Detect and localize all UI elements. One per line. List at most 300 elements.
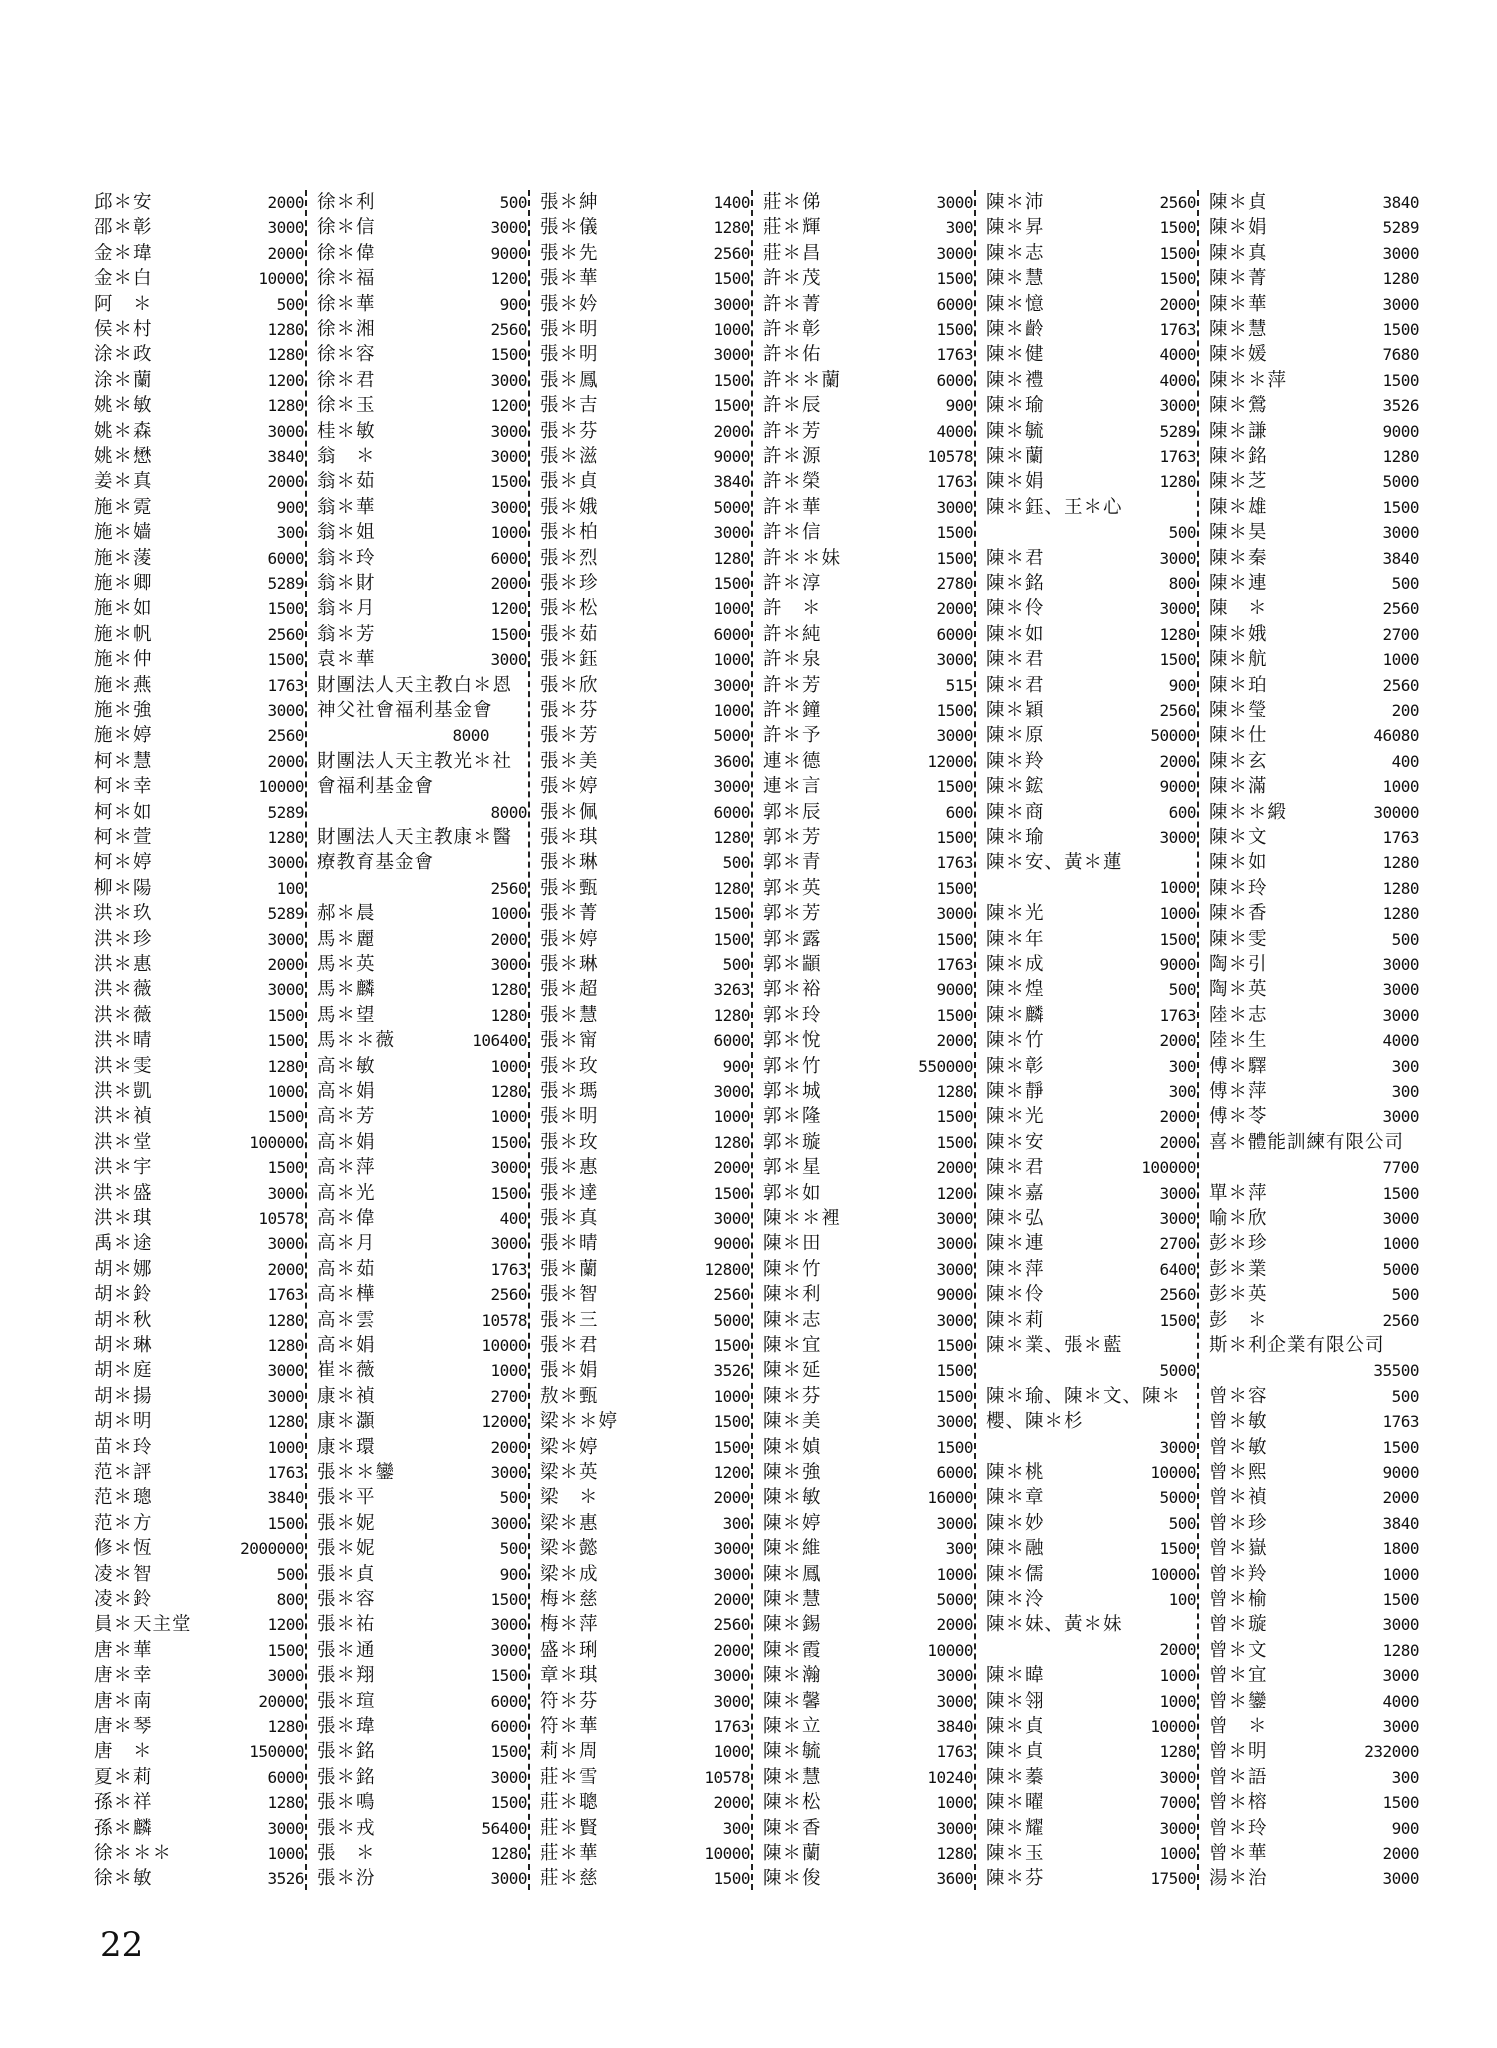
donor-name: 陳＊羚: [986, 750, 1045, 772]
donation-amount: 1763: [713, 1717, 750, 1736]
donation-amount: 1280: [936, 1082, 973, 1101]
donor-row: [986, 673, 1196, 698]
donation-amount: 3000: [267, 980, 304, 1000]
donor-name: 陳＊強: [763, 1462, 822, 1483]
donation-amount: 1763: [1159, 320, 1196, 339]
donor-row: [317, 1358, 527, 1383]
donation-amount: 4000: [1159, 370, 1196, 390]
donor-name: 彭＊珍: [1209, 1233, 1268, 1255]
donor-row: [540, 520, 750, 545]
donation-amount: 1400: [713, 193, 750, 212]
donor-name: 張＊瑄: [317, 1690, 376, 1712]
donation-amount: 2000: [936, 1158, 973, 1178]
donor-row: [1209, 1765, 1419, 1790]
donation-amount: 3000: [936, 726, 973, 746]
donor-row: [540, 1689, 750, 1714]
donor-row: [317, 444, 527, 469]
donation-amount: 1500: [490, 1793, 527, 1813]
donation-amount: 10000: [927, 1640, 973, 1660]
donor-name: 張＊松: [540, 598, 599, 620]
donor-row: [986, 1841, 1196, 1866]
donor-name: 孫＊祥: [94, 1792, 153, 1814]
donor-row: [540, 1485, 750, 1510]
donation-amount: 30000: [1373, 802, 1419, 822]
donor-row: [317, 1003, 527, 1028]
donor-row: [986, 596, 1196, 621]
donation-amount: 1280: [1382, 1640, 1419, 1660]
donation-amount: 3000: [490, 370, 527, 390]
donor-row: [317, 1282, 527, 1307]
donor-row: [317, 673, 527, 749]
donor-row: [317, 1206, 527, 1231]
donation-amount: 1500: [267, 1107, 304, 1127]
donor-row: [1209, 419, 1419, 444]
donor-row: [1209, 1841, 1419, 1866]
donation-amount: 1500: [936, 878, 973, 898]
donation-amount: 3000: [713, 345, 750, 365]
donor-row: [1209, 977, 1419, 1002]
donor-name: 陳＊＊裡: [763, 1208, 842, 1229]
donation-amount: 3600: [936, 1869, 973, 1889]
donation-amount: 2000: [713, 1590, 750, 1609]
donor-name: 施＊嫱: [94, 522, 153, 544]
donation-amount: 100: [1168, 1590, 1196, 1609]
donor-row: [540, 1536, 750, 1561]
donor-name: 修＊恆: [94, 1538, 153, 1560]
donation-amount: 2560: [713, 1285, 750, 1305]
donor-name: 陳＊儒: [986, 1563, 1045, 1585]
donor-name: 陶＊英: [1209, 979, 1268, 1001]
donation-amount: 3000: [1382, 1209, 1419, 1228]
donor-name: 梅＊慈: [540, 1589, 599, 1610]
donor-row: [94, 368, 304, 393]
donor-name: 翁＊月: [317, 598, 376, 620]
donor-name: 陳＊銘: [1209, 446, 1268, 467]
donor-row: [317, 1181, 527, 1206]
donor-row: [1209, 927, 1419, 952]
donor-name: 曾＊敏: [1209, 1436, 1268, 1458]
donor-name: 徐＊福: [317, 268, 376, 290]
donor-name: 高＊光: [317, 1182, 376, 1204]
donor-row: [94, 1435, 304, 1460]
donation-amount: 6000: [936, 294, 973, 314]
donation-amount: 1500: [267, 1005, 304, 1025]
donor-row: [763, 190, 973, 215]
donor-row: [986, 444, 1196, 469]
donor-name: 陳＊章: [986, 1487, 1045, 1509]
donor-name: 陳＊如: [1209, 852, 1268, 874]
donor-name: 馬＊麗: [317, 928, 376, 950]
donation-amount: 5000: [713, 1310, 750, 1330]
donor-row: [317, 1130, 527, 1155]
donation-amount: 300: [1391, 1767, 1419, 1787]
donation-amount: 4000: [1382, 1031, 1419, 1051]
donation-amount: 1000: [1159, 904, 1196, 924]
donation-amount: 3000: [490, 218, 527, 238]
donor-row: [540, 241, 750, 266]
donor-row: [94, 1054, 304, 1079]
donor-row: [1209, 444, 1419, 469]
donation-amount: 3000: [936, 193, 973, 212]
donor-name: 張＊婷: [540, 776, 599, 798]
donor-row: [94, 241, 304, 266]
donor-row: [540, 1358, 750, 1383]
donor-name: 陳＊媛: [1209, 344, 1268, 366]
donor-name: 張＊汾: [317, 1868, 376, 1890]
donor-name: 陳＊光: [986, 903, 1045, 925]
donation-amount: 5289: [1159, 421, 1196, 441]
donor-name: 陳＊安、黃＊蓮: [986, 852, 1123, 874]
donation-amount: 600: [1168, 802, 1196, 822]
donor-name: 陳＊銘: [986, 573, 1045, 594]
donation-amount: 2000: [713, 421, 750, 441]
donor-name: 莊＊慈: [540, 1868, 599, 1890]
donor-row: [317, 1054, 527, 1079]
donor-name: 許＊予: [763, 725, 822, 747]
donor-row: [317, 1079, 527, 1104]
donation-amount: 500: [499, 1488, 527, 1508]
donor-name: 張＊銘: [317, 1766, 376, 1788]
donor-row: [1209, 698, 1419, 723]
donor-row: [94, 266, 304, 291]
donor-name: 高＊樺: [317, 1284, 376, 1306]
donor-name: 馬＊＊薇: [317, 1030, 396, 1052]
donor-name: 陳＊連: [986, 1233, 1045, 1255]
donation-amount: 2000: [490, 574, 527, 593]
donor-row: [540, 1562, 750, 1587]
donation-amount: 6000: [490, 1717, 527, 1736]
donor-name: 邵＊彰: [94, 217, 153, 239]
donor-name: 唐＊幸: [94, 1665, 153, 1687]
donor-name: 許＊彰: [763, 319, 822, 340]
donor-name: 苗＊玲: [94, 1436, 153, 1458]
donor-name: 郭＊如: [763, 1182, 822, 1204]
donor-name: 陳＊蘭: [986, 446, 1045, 467]
donor-row: [94, 1816, 304, 1841]
donor-row: [1209, 317, 1419, 342]
donor-row: [1209, 1003, 1419, 1028]
donor-name: 翁＊芳: [317, 623, 376, 645]
donation-amount: 3000: [713, 1666, 750, 1686]
donation-amount: 6000: [713, 624, 750, 644]
donation-amount: 400: [1391, 751, 1419, 771]
donation-amount: 1763: [267, 675, 304, 695]
donor-name: 馬＊麟: [317, 979, 376, 1001]
donor-name: 張＊瑋: [317, 1716, 376, 1737]
donation-amount: 2000: [267, 193, 304, 212]
donor-name: 陳＊妙: [986, 1512, 1045, 1534]
donor-name: 郭＊芳: [763, 903, 822, 925]
donor-row: [986, 317, 1196, 342]
donor-name: 高＊偉: [317, 1208, 376, 1229]
donation-amount: 1500: [713, 1412, 750, 1432]
donor-row: [94, 927, 304, 952]
donor-name: 張＊玫: [540, 1055, 599, 1077]
donor-name: 陳＊萍: [986, 1258, 1045, 1280]
donor-row: [763, 647, 973, 672]
donor-row: [94, 1384, 304, 1409]
donor-row: [94, 1333, 304, 1358]
donor-name: 張＊平: [317, 1487, 376, 1509]
donor-row: [540, 1816, 750, 1841]
donor-row: [1209, 1282, 1419, 1307]
donation-amount: 1280: [267, 320, 304, 339]
donation-amount: 150000: [249, 1742, 304, 1762]
donation-amount: 2000: [1159, 1107, 1196, 1127]
donor-row: [317, 1333, 527, 1358]
donation-amount: 3000: [1159, 1767, 1196, 1787]
donor-name: 張＊蘭: [540, 1258, 599, 1280]
donor-row: [986, 1790, 1196, 1815]
donation-amount: 1000: [1382, 1234, 1419, 1254]
donor-name: 陳＊毓: [763, 1741, 822, 1763]
donation-amount: 9000: [936, 1285, 973, 1305]
donor-name: 洪＊雯: [94, 1055, 153, 1077]
donor-row: [540, 190, 750, 215]
donor-name: 徐＊信: [317, 217, 376, 239]
donation-amount: 10578: [927, 447, 973, 466]
donor-name: 張＊明: [540, 1106, 599, 1128]
donation-amount: 500: [276, 1564, 304, 1584]
donation-amount: 2000: [490, 929, 527, 949]
donor-row: [540, 419, 750, 444]
donor-name: 喜＊體能訓練有限公司: [1209, 1131, 1405, 1153]
donor-row: [94, 419, 304, 444]
donor-row: [94, 1638, 304, 1663]
donor-row: [986, 1866, 1196, 1891]
donor-row: [986, 546, 1196, 571]
donor-name: 張＊佩: [540, 801, 599, 823]
donor-row: [94, 215, 304, 240]
donation-amount: 1280: [713, 1132, 750, 1152]
donor-name: 陳＊貞: [986, 1741, 1045, 1763]
donation-amount: 1280: [490, 1005, 527, 1025]
donor-row: [540, 495, 750, 520]
donation-amount: 6000: [713, 1031, 750, 1051]
donation-amount: 1000: [267, 1437, 304, 1457]
donor-row: [1209, 1384, 1419, 1409]
donor-row: [986, 1460, 1196, 1485]
donor-row: [540, 571, 750, 596]
donor-row: [986, 495, 1196, 545]
donor-row: [763, 673, 973, 698]
donation-amount: 5289: [267, 802, 304, 822]
donor-row: [317, 977, 527, 1002]
donor-row: [540, 850, 750, 875]
donor-name: 莊＊昌: [763, 242, 822, 264]
donor-row: [317, 342, 527, 367]
donation-amount: 2560: [713, 1615, 750, 1635]
donor-row: [94, 1104, 304, 1129]
donor-name: 曾＊熙: [1209, 1462, 1268, 1483]
donor-name: 梁 ＊: [540, 1487, 599, 1509]
donation-amount: 3000: [713, 1691, 750, 1711]
donor-row: [986, 1308, 1196, 1333]
donor-name: 曾＊榆: [1209, 1589, 1268, 1610]
donor-name: 曾＊語: [1209, 1766, 1268, 1788]
donor-row: [986, 1816, 1196, 1841]
donation-amount: 2000: [267, 955, 304, 974]
donor-row: [540, 1282, 750, 1307]
donor-name: 柯＊婷: [94, 852, 153, 874]
donor-row: [763, 495, 973, 520]
donor-name: 張＊甄: [540, 877, 599, 899]
donor-name: 胡＊娜: [94, 1258, 153, 1280]
donor-row: [1209, 647, 1419, 672]
donation-amount: 300: [945, 1539, 973, 1559]
donor-name: 陳＊瑜、陳＊文、陳＊櫻、陳＊杉: [986, 1385, 1182, 1432]
donor-name: 陳＊君: [986, 649, 1045, 671]
donation-amount: 3000: [936, 1691, 973, 1711]
donor-name: 莉＊周: [540, 1741, 599, 1763]
donor-row: [317, 1511, 527, 1536]
donor-name: 陳＊維: [763, 1538, 822, 1560]
donor-row: [1209, 1689, 1419, 1714]
donor-name: 徐＊利: [317, 192, 376, 213]
donation-amount: 3000: [936, 1259, 973, 1279]
donor-name: 陳＊商: [986, 801, 1045, 823]
donor-row: [763, 241, 973, 266]
donation-amount: 3000: [267, 1361, 304, 1381]
donation-amount: 3000: [1159, 1209, 1196, 1228]
donation-amount: 3000: [490, 1869, 527, 1889]
donation-amount: 7700: [1382, 1158, 1419, 1178]
donor-row: [94, 1206, 304, 1231]
donor-row: [1209, 469, 1419, 494]
donation-amount: 3000: [936, 1234, 973, 1254]
donation-amount: 3000: [267, 1818, 304, 1838]
donation-amount: 1500: [1159, 650, 1196, 670]
donor-name: 涂＊政: [94, 344, 153, 366]
column-divider: [528, 190, 530, 1890]
donor-row: [317, 1790, 527, 1815]
donor-row: [540, 1663, 750, 1688]
donor-name: 張＊琪: [540, 827, 599, 848]
donor-name: 徐＊君: [317, 369, 376, 391]
donation-amount: 1500: [713, 1183, 750, 1203]
donor-name: 康＊灝: [317, 1411, 376, 1433]
donor-name: 陳＊貞: [1209, 192, 1268, 213]
donor-row: [763, 800, 973, 825]
donation-amount: 1000: [1159, 878, 1196, 898]
donation-amount: 100000: [249, 1132, 304, 1152]
donor-row: [763, 927, 973, 952]
donor-name: 陳＊穎: [986, 700, 1045, 721]
donor-row: [540, 1460, 750, 1485]
donor-name: 陳＊馨: [763, 1690, 822, 1712]
donor-row: [986, 927, 1196, 952]
donor-column: [986, 190, 1196, 1890]
donor-row: [986, 1257, 1196, 1282]
donor-name: 員＊天主堂: [94, 1614, 192, 1636]
donor-row: [94, 850, 304, 875]
donor-name: 陳＊真: [1209, 242, 1268, 264]
donor-row: [540, 596, 750, 621]
donation-amount: 1280: [267, 1793, 304, 1813]
donor-row: [763, 1181, 973, 1206]
donor-name: 唐＊華: [94, 1639, 153, 1661]
donation-amount: 1500: [267, 650, 304, 670]
donor-name: 張＊鈺: [540, 649, 599, 671]
donation-amount: 1280: [267, 396, 304, 416]
donation-amount: 3000: [267, 218, 304, 238]
donor-row: [317, 749, 527, 825]
donation-amount: 1763: [267, 1285, 304, 1305]
donation-amount: 1000: [1382, 777, 1419, 797]
donor-row: [763, 393, 973, 418]
donor-column: [94, 190, 304, 1890]
donor-name: 張＊珍: [540, 573, 599, 594]
donor-row: [317, 317, 527, 342]
donation-amount: 2560: [490, 878, 527, 898]
donor-row: [986, 571, 1196, 596]
donor-name: 陳＊芬: [986, 1868, 1045, 1890]
donation-amount: 6000: [936, 370, 973, 390]
donation-amount: 1500: [713, 396, 750, 416]
donor-row: [763, 469, 973, 494]
donor-name: 陳＊慧: [986, 268, 1045, 290]
donor-name: 陳＊齡: [986, 319, 1045, 340]
donation-amount: 2000: [267, 243, 304, 263]
donor-row: [1209, 571, 1419, 596]
donor-name: 莊＊雪: [540, 1766, 599, 1788]
donor-row: [763, 1079, 973, 1104]
donation-amount: 3000: [267, 853, 304, 873]
donor-row: [763, 1054, 973, 1079]
donor-row: [94, 342, 304, 367]
donor-name: 陳＊玲: [1209, 877, 1268, 899]
donor-name: 陳＊如: [986, 623, 1045, 645]
donation-amount: 10578: [704, 1767, 750, 1787]
donor-name: 徐＊湘: [317, 319, 376, 340]
donor-name: 陳＊莉: [986, 1309, 1045, 1331]
donation-amount: 5000: [713, 497, 750, 517]
donation-amount: 300: [1168, 1082, 1196, 1101]
donation-amount: 2000: [1159, 294, 1196, 314]
donation-amount: 1500: [1382, 370, 1419, 390]
donation-amount: 1500: [1382, 1590, 1419, 1609]
donor-row: [1209, 266, 1419, 291]
donor-row: [540, 1790, 750, 1815]
donor-row: [763, 444, 973, 469]
donor-name: 張＊滋: [540, 446, 599, 467]
donation-amount: 3000: [936, 1209, 973, 1228]
donor-row: [986, 469, 1196, 494]
donor-name: 許＊芳: [763, 420, 822, 442]
donation-amount: 3000: [936, 1818, 973, 1838]
donor-name: 陳＊健: [986, 344, 1045, 366]
donor-row: [94, 1790, 304, 1815]
donation-amount: 3000: [267, 929, 304, 949]
donor-row: [540, 698, 750, 723]
donor-row: [1209, 1638, 1419, 1663]
donation-amount: 1500: [490, 1132, 527, 1152]
donor-row: [540, 927, 750, 952]
donor-name: 郭＊悅: [763, 1030, 822, 1052]
donation-amount: 1280: [713, 1005, 750, 1025]
donation-amount: 1000: [490, 1056, 527, 1076]
donation-amount: 9000: [1382, 1463, 1419, 1482]
donation-amount: 3000: [713, 777, 750, 797]
donor-name: 連＊言: [763, 776, 822, 798]
donor-row: [1209, 1409, 1419, 1434]
donation-amount: 2000: [1159, 1640, 1196, 1660]
donor-row: [763, 1003, 973, 1028]
donor-name: 陳＊香: [763, 1817, 822, 1839]
donor-name: 張＊先: [540, 242, 599, 264]
donor-name: 莊＊俤: [763, 192, 822, 213]
donor-row: [1209, 850, 1419, 875]
